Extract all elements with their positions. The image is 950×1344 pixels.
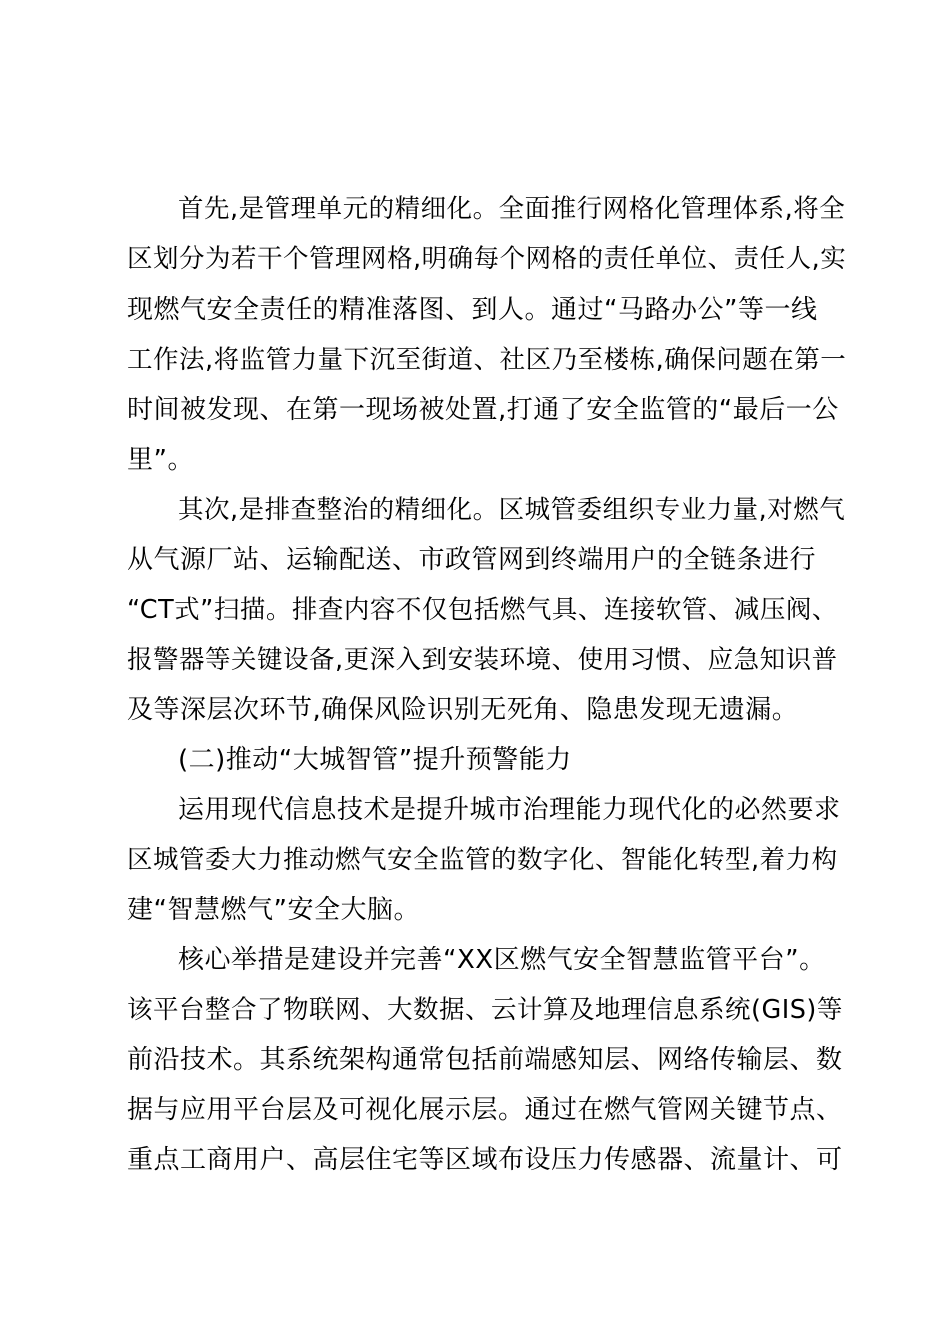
paragraph-4-line-4: 据与应用平台层及可视化展示层。通过在燃气管网关键节点、 xyxy=(127,1095,843,1125)
paragraph-3-line-1: 运用现代信息技术是提升城市治理能力现代化的必然要求 xyxy=(178,795,841,825)
paragraph-2-line-4: 报警器等关键设备,更深入到安装环境、使用习惯、应急知识普 xyxy=(127,645,838,675)
paragraph-4-line-2: 该平台整合了物联网、大数据、云计算及地理信息系统(GIS)等 xyxy=(127,995,843,1025)
paragraph-4-line-5: 重点工商用户、高层住宅等区域布设压力传感器、流量计、可 xyxy=(127,1145,843,1175)
paragraph-2-line-3: “CT式”扫描。排查内容不仅包括燃气具、连接软管、减压阀、 xyxy=(127,595,838,625)
paragraph-1-line-4: 工作法,将监管力量下沉至街道、社区乃至楼栋,确保问题在第一 xyxy=(127,345,847,375)
paragraph-2-line-5: 及等深层次环节,确保风险识别无死角、隐患发现无遗漏。 xyxy=(127,695,799,725)
section-heading: (二)推动“大城智管”提升预警能力 xyxy=(178,745,572,775)
paragraph-4-line-3: 前沿技术。其系统架构通常包括前端感知层、网络传输层、数 xyxy=(127,1045,843,1075)
paragraph-1-line-6: 里”。 xyxy=(127,445,194,475)
paragraph-2-line-2: 从气源厂站、运输配送、市政管网到终端用户的全链条进行 xyxy=(127,545,817,575)
paragraph-4-line-1: 核心举措是建设并完善“XX区燃气安全智慧监管平台”。 xyxy=(178,945,826,975)
paragraph-2-line-1: 其次,是排查整治的精细化。区城管委组织专业力量,对燃气 xyxy=(178,495,846,525)
paragraph-1-line-3: 现燃气安全责任的精准落图、到人。通过“马路办公”等一线 xyxy=(127,295,818,325)
paragraph-3-line-3: 建“智慧燃气”安全大脑。 xyxy=(127,895,420,925)
paragraph-1-line-1: 首先,是管理单元的精细化。全面推行网格化管理体系,将全 xyxy=(178,194,846,224)
paragraph-1-line-5: 时间被发现、在第一现场被处置,打通了安全监管的“最后一公 xyxy=(127,395,839,425)
paragraph-1-line-2: 区划分为若干个管理网格,明确每个网格的责任单位、责任人,实 xyxy=(127,244,847,274)
paragraph-3-line-2: 区城管委大力推动燃气安全监管的数字化、智能化转型,着力构 xyxy=(127,845,838,875)
